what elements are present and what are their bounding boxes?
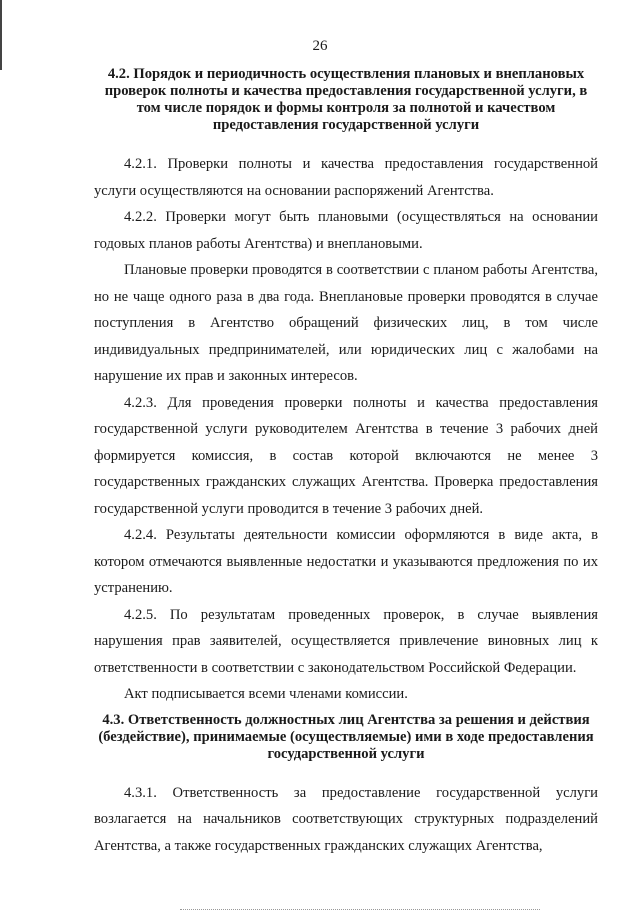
scan-bottom-artifact [180, 909, 540, 913]
page-number: 26 [312, 38, 328, 54]
paragraph-4-2-3: 4.2.3. Для проведения проверки полноты и качества предоставления государственной услуги руководителем Агентства в течение 3 рабочих дней формируется комиссия, в состав которой включаются не менее 3 государственных гражданских служащих Агентства. Проверка предоставления государственной услуги проводится в течение 3 рабочих дней. [94, 394, 598, 517]
section-heading-4-2: 4.2. Порядок и периодичность осуществления плановых и внеплановых проверок полноты и качества предоставления государственной услуги, в том числе порядок и формы контроля за полнотой и качеством предоставления государственной услуги [104, 66, 588, 133]
document-body [94, 66, 598, 859]
paragraph-4-3-1: 4.3.1. Ответственность за предоставление государственной услуги возлагается на начальников соответствующих структурных подразделений Агентства, а также государственных гражданских служащих Агентства, [94, 784, 598, 854]
paragraph-act-signed: Акт подписывается всеми членами комиссии. [124, 686, 408, 702]
paragraph-4-2-2: 4.2.2. Проверки могут быть плановыми (осуществляться на основании годовых планов работы Агентства) и внеплановыми. [94, 209, 598, 252]
paragraph-planned-checks: Плановые проверки проводятся в соответствии с планом работы Агентства, но не чаще одного раза в два года. Внеплановые проверки проводятся в случае поступления в Агентство обращений физических лиц, в том числе индивидуальных предпринимателей, или юридических лиц с жалобами на нарушение их прав и законных интересов. [94, 262, 598, 384]
section-heading-4-3: 4.3. Ответственность должностных лиц Агентства за решения и действия (бездействие), принимаемые (осуществляемые) ими в ходе предоставления государственной услуги [98, 711, 594, 762]
paragraph-4-2-5: 4.2.5. По результатам проведенных проверок, в случае выявления нарушения прав заявителей, осуществляется привлечение виновных лиц к ответственности в соответствии с законодательством Российской Федерации. [94, 606, 598, 676]
scan-edge-mark [0, 0, 2, 70]
paragraph-4-2-4: 4.2.4. Результаты деятельности комиссии оформляются в виде акта, в котором отмечаются выявленные недостатки и указываются предложения по их устранению. [94, 527, 598, 596]
paragraph-4-2-1: 4.2.1. Проверки полноты и качества предоставления государственной услуги осуществляются на основании распоряжений Агентства. [94, 156, 598, 199]
